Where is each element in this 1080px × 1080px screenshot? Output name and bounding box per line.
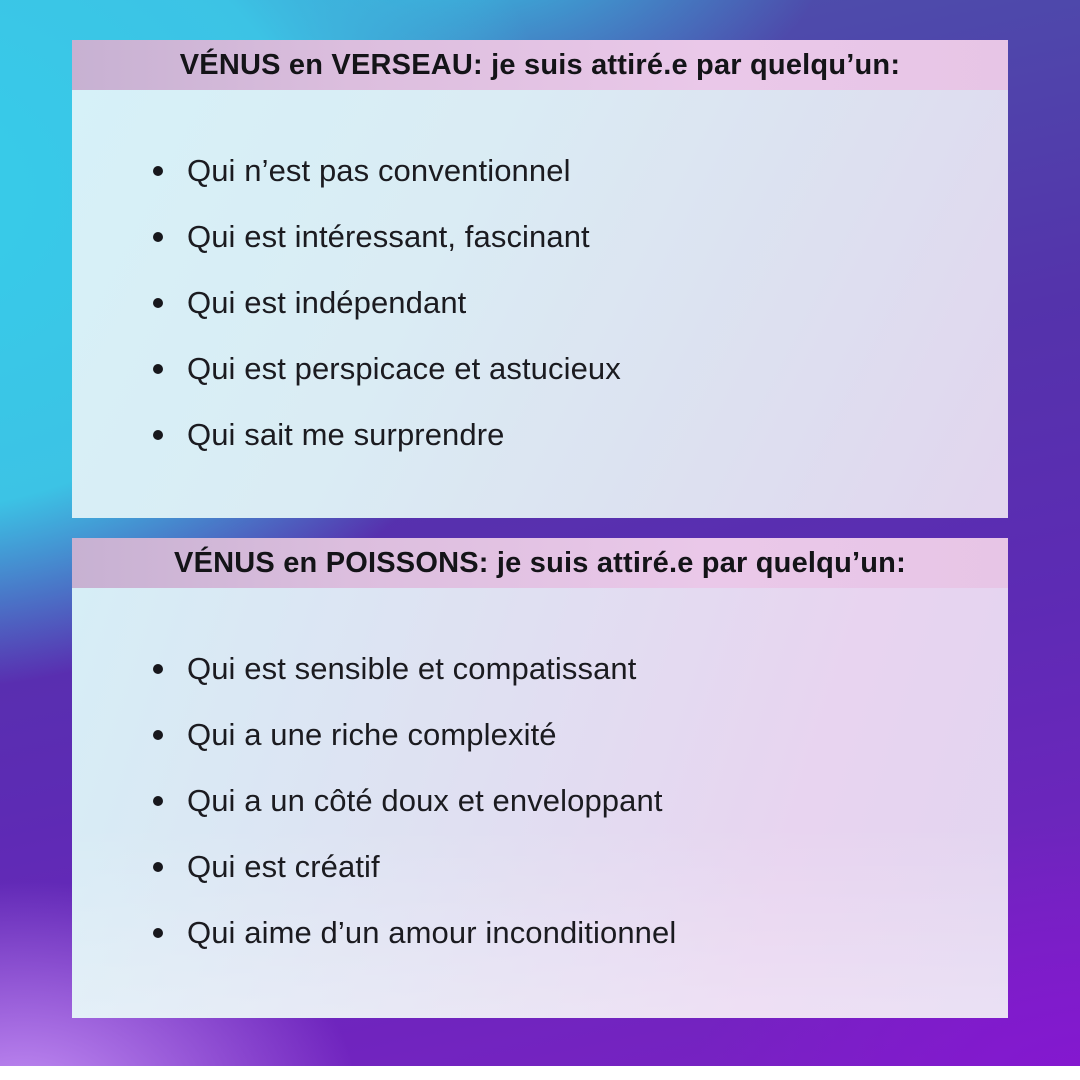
list-item bbox=[153, 702, 968, 768]
bullet-text: Qui sait me surprendre bbox=[187, 417, 505, 452]
bullet-text: Qui aime d’un amour inconditionnel bbox=[187, 915, 677, 950]
card-venus-poissons bbox=[72, 538, 1008, 1018]
bullet-text: Qui est créatif bbox=[187, 849, 380, 884]
list-item bbox=[153, 336, 968, 402]
list-item bbox=[153, 834, 968, 900]
bullet-dot-icon bbox=[153, 364, 163, 374]
bullet-dot-icon bbox=[153, 664, 163, 674]
bullet-text: Qui est indépendant bbox=[187, 285, 467, 320]
bullet-dot-icon bbox=[153, 232, 163, 242]
card-venus-verseau-body bbox=[72, 90, 1008, 518]
card-venus-poissons-body bbox=[72, 588, 1008, 1018]
bottom-white-strip bbox=[0, 1066, 1080, 1080]
bullet-dot-icon bbox=[153, 430, 163, 440]
bullet-text: Qui est sensible et compatissant bbox=[187, 651, 637, 686]
card-venus-verseau-title: VÉNUS en VERSEAU: je suis attiré.e par quelqu’un: bbox=[72, 40, 1008, 90]
bullet-text: Qui n’est pas conventionnel bbox=[187, 153, 571, 188]
list-item bbox=[153, 768, 968, 834]
list-item bbox=[153, 900, 968, 966]
bullet-text: Qui a un côté doux et enveloppant bbox=[187, 783, 663, 818]
bullet-dot-icon bbox=[153, 298, 163, 308]
bullet-dot-icon bbox=[153, 928, 163, 938]
card-venus-poissons-title: VÉNUS en POISSONS: je suis attiré.e par quelqu’un: bbox=[72, 538, 1008, 588]
bullet-dot-icon bbox=[153, 862, 163, 872]
bullet-dot-icon bbox=[153, 796, 163, 806]
list-item bbox=[153, 138, 968, 204]
bullet-dot-icon bbox=[153, 730, 163, 740]
list-item bbox=[153, 636, 968, 702]
bullet-text: Qui a une riche complexité bbox=[187, 717, 557, 752]
bullet-list-verseau bbox=[153, 138, 968, 468]
bullet-list-poissons bbox=[153, 636, 968, 966]
list-item bbox=[153, 402, 968, 468]
bullet-dot-icon bbox=[153, 166, 163, 176]
bullet-text: Qui est intéressant, fascinant bbox=[187, 219, 590, 254]
bullet-text: Qui est perspicace et astucieux bbox=[187, 351, 621, 386]
list-item bbox=[153, 204, 968, 270]
card-venus-verseau bbox=[72, 40, 1008, 518]
list-item bbox=[153, 270, 968, 336]
